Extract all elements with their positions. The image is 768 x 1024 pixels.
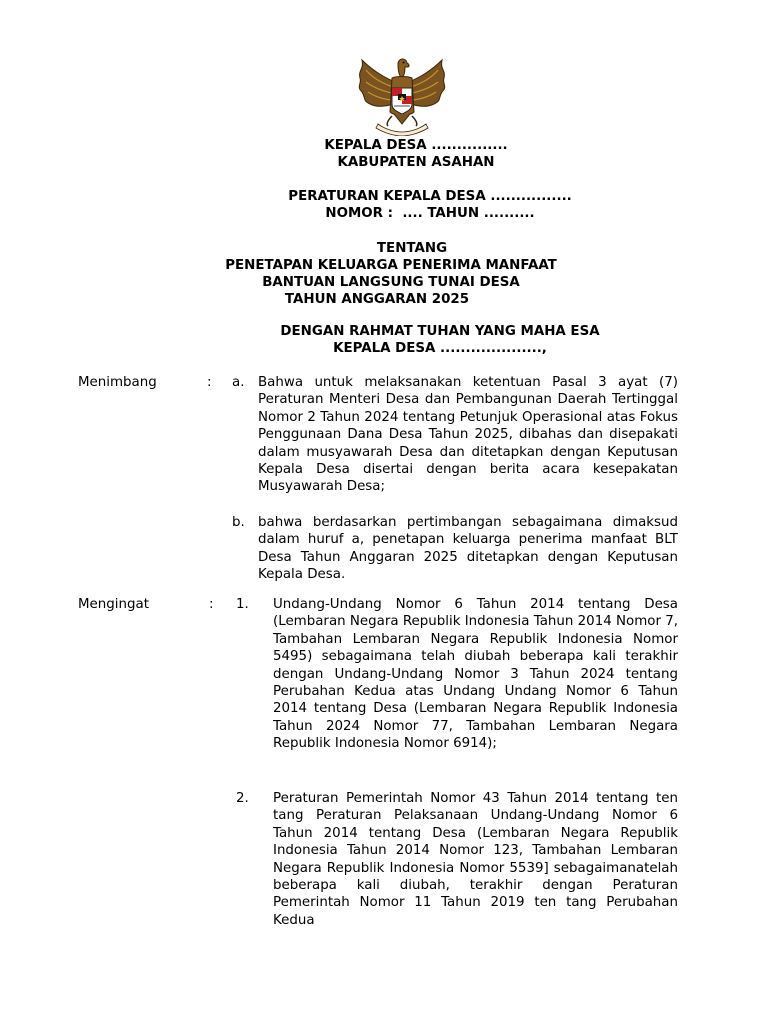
mengingat-marker-1: 1. bbox=[236, 597, 249, 612]
header-nomor: NOMOR : .... TAHUN .......... bbox=[325, 206, 535, 221]
menimbang-item-b: bahwa berdasarkan pertimbangan sebagaimana dimaksud dalam huruf a, penetapan keluarga penerima manfaat BLT Desa Tahun Anggaran 2025 ditetapkan dengan Keputusan Kepala Desa. bbox=[258, 515, 678, 583]
mengingat-label: Mengingat bbox=[78, 597, 149, 612]
header-kabupaten: KABUPATEN ASAHAN bbox=[337, 155, 495, 170]
menimbang-colon: : bbox=[207, 375, 212, 390]
header-kepala-desa-closing: KEPALA DESA ...................., bbox=[333, 341, 547, 356]
menimbang-item-a: Bahwa untuk melaksanakan ketentuan Pasal 3 ayat (7) Peraturan Menteri Desa dan Pembangunan Daerah Tertinggal Nomor 2 Tahun 2024 tentang Petunjuk Operasional atas Fokus Penggunaan Dana Desa Tahun 2025, dibahas dan disepakati dalam musyawarah Desa dan ditetapkan dengan Keputusan Kepala Desa disertai dengan berita acara kesepakatan Musyawarah Desa; bbox=[258, 375, 678, 495]
garuda-emblem-icon bbox=[352, 54, 452, 136]
header-peraturan: PERATURAN KEPALA DESA ................ bbox=[288, 189, 572, 204]
header-tentang: TENTANG bbox=[376, 241, 448, 256]
header-kepala-desa: KEPALA DESA ............... bbox=[324, 138, 508, 153]
menimbang-marker-b: b. bbox=[232, 515, 245, 530]
header-title-line-2: BANTUAN LANGSUNG TUNAI DESA bbox=[262, 275, 520, 290]
mengingat-item-1: Undang-Undang Nomor 6 Tahun 2014 tentang Desa (Lembaran Negara Republik Indonesia Tahun 2014 Nomor 7, Tambahan Lembaran Negara Republik Indonesia Nomor 5495) sebagaimana telah diubah beberapa kali terakhir dengan Undang-Undang Nomor 3 Tahun 2024 tentang Perubahan Kedua atas Undang Undang Nomor 6 Tahun 2014 tentang Desa (Lembaran Negara Republik Indonesia Tahun 2024 Nomor 77, Tambahan Lembaran Negara Republik Indonesia Nomor 6914); bbox=[273, 597, 678, 752]
menimbang-label: Menimbang bbox=[78, 375, 157, 390]
mengingat-marker-2: 2. bbox=[236, 791, 249, 806]
header-title-line-1: PENETAPAN KELUARGA PENERIMA MANFAAT bbox=[225, 258, 557, 273]
header-rahmat: DENGAN RAHMAT TUHAN YANG MAHA ESA bbox=[280, 324, 600, 339]
mengingat-colon: : bbox=[209, 597, 214, 612]
header-title-line-3: TAHUN ANGGARAN 2025 bbox=[284, 292, 470, 307]
menimbang-marker-a: a. bbox=[232, 375, 245, 390]
mengingat-item-2: Peraturan Pemerintah Nomor 43 Tahun 2014 tentang ten tang Peraturan Pelaksanaan Undang-Undang Nomor 6 Tahun 2014 tentang Desa (Lembaran Negara Republik Indonesia Tahun 2014 Nomor 123, Tambahan Lembaran Negara Republik Indonesia Nomor 5539] sebagaimanatelah beberapa kali diubah, terakhir dengan Peraturan Pemerintah Nomor 11 Tahun 2019 ten tang Perubahan Kedua bbox=[273, 791, 678, 928]
